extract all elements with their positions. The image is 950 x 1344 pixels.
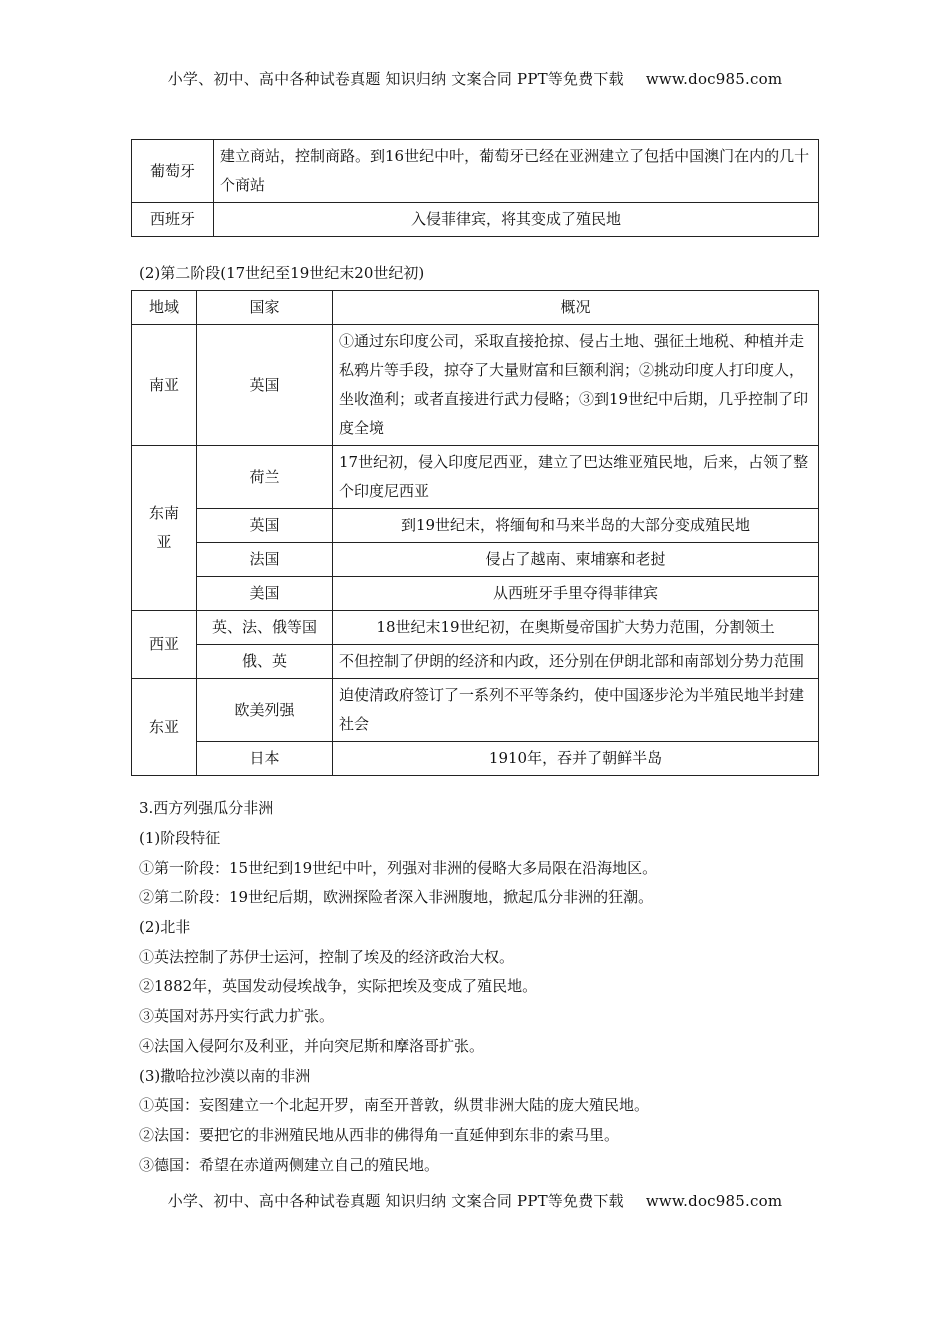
desc-cell: 17世纪初，侵入印度尼西亚，建立了巴达维亚殖民地，后来，占领了整个印度尼西亚 bbox=[333, 446, 819, 509]
text-line: ①英国：妄图建立一个北起开罗，南至开普敦，纵贯非洲大陆的庞大殖民地。 bbox=[139, 1096, 650, 1114]
stage2-heading: (2)第二阶段(17世纪至19世纪末20世纪初) bbox=[139, 264, 425, 282]
country-cell: 法国 bbox=[197, 543, 333, 577]
footer-text: 小学、初中、高中各种试卷真题 知识归纳 文案合同 PPT等免费下载 bbox=[167, 1192, 624, 1210]
table-row bbox=[132, 742, 819, 776]
section3-title: 3.西方列强瓜分非洲 bbox=[139, 799, 274, 817]
table-stage1-continued bbox=[131, 139, 819, 237]
desc-cell: 建立商站，控制商路。到16世纪中叶，葡萄牙已经在亚洲建立了包括中国澳门在内的几十个商站 bbox=[214, 140, 819, 203]
table-row bbox=[132, 577, 819, 611]
table-stage2 bbox=[131, 290, 819, 776]
country-cell: 英国 bbox=[197, 509, 333, 543]
region-cell: 东南亚 bbox=[132, 446, 197, 611]
country-cell: 欧美列强 bbox=[197, 679, 333, 742]
text-line: (1)阶段特征 bbox=[139, 829, 221, 847]
text-line: (3)撒哈拉沙漠以南的非洲 bbox=[139, 1067, 311, 1085]
text-line: ①英法控制了苏伊士运河，控制了埃及的经济政治大权。 bbox=[139, 948, 515, 966]
table-row bbox=[132, 140, 819, 203]
header-site[interactable]: www.doc985.com bbox=[645, 70, 783, 88]
desc-cell: 不但控制了伊朗的经济和内政，还分别在伊朗北部和南部划分势力范围 bbox=[333, 645, 819, 679]
country-cell: 荷兰 bbox=[197, 446, 333, 509]
text-line: ①第一阶段：15世纪到19世纪中叶，列强对非洲的侵略大多局限在沿海地区。 bbox=[139, 859, 658, 877]
country-cell: 英国 bbox=[197, 325, 333, 446]
region-cell: 西亚 bbox=[132, 611, 197, 679]
country-cell: 美国 bbox=[197, 577, 333, 611]
table-row bbox=[132, 446, 819, 509]
desc-cell: 到19世纪末，将缅甸和马来半岛的大部分变成殖民地 bbox=[333, 509, 819, 543]
table-row bbox=[132, 203, 819, 237]
footer-site[interactable]: www.doc985.com bbox=[645, 1192, 783, 1210]
table-row bbox=[132, 543, 819, 577]
column-header: 概况 bbox=[333, 291, 819, 325]
text-line: ②第二阶段：19世纪后期，欧洲探险者深入非洲腹地，掀起瓜分非洲的狂潮。 bbox=[139, 888, 654, 906]
region-cell: 东亚 bbox=[132, 679, 197, 776]
country-cell: 葡萄牙 bbox=[132, 140, 214, 203]
column-header: 国家 bbox=[197, 291, 333, 325]
table-header-row bbox=[132, 291, 819, 325]
table-row bbox=[132, 611, 819, 645]
table-row bbox=[132, 325, 819, 446]
text-line: ②法国：要把它的非洲殖民地从西非的佛得角一直延伸到东非的索马里。 bbox=[139, 1126, 620, 1144]
country-cell: 俄、英 bbox=[197, 645, 333, 679]
country-cell: 英、法、俄等国 bbox=[197, 611, 333, 645]
desc-cell: 1910年，吞并了朝鲜半岛 bbox=[333, 742, 819, 776]
desc-cell: 入侵菲律宾，将其变成了殖民地 bbox=[214, 203, 819, 237]
country-cell: 西班牙 bbox=[132, 203, 214, 237]
table-row bbox=[132, 509, 819, 543]
desc-cell: 从西班牙手里夺得菲律宾 bbox=[333, 577, 819, 611]
text-line: (2)北非 bbox=[139, 918, 191, 936]
column-header: 地域 bbox=[132, 291, 197, 325]
desc-cell: 18世纪末19世纪初，在奥斯曼帝国扩大势力范围，分割领土 bbox=[333, 611, 819, 645]
country-cell: 日本 bbox=[197, 742, 333, 776]
page-header bbox=[0, 68, 950, 89]
table-row bbox=[132, 679, 819, 742]
desc-cell: 侵占了越南、柬埔寨和老挝 bbox=[333, 543, 819, 577]
header-text: 小学、初中、高中各种试卷真题 知识归纳 文案合同 PPT等免费下载 bbox=[167, 70, 624, 88]
table-row bbox=[132, 645, 819, 679]
text-line: ③德国：希望在赤道两侧建立自己的殖民地。 bbox=[139, 1156, 440, 1174]
region-cell: 南亚 bbox=[132, 325, 197, 446]
desc-cell: 迫使清政府签订了一系列不平等条约，使中国逐步沦为半殖民地半封建社会 bbox=[333, 679, 819, 742]
text-line: ②1882年，英国发动侵埃战争，实际把埃及变成了殖民地。 bbox=[139, 977, 538, 995]
text-line: ③英国对苏丹实行武力扩张。 bbox=[139, 1007, 335, 1025]
page-footer bbox=[0, 1190, 950, 1211]
desc-cell: ①通过东印度公司，采取直接抢掠、侵占土地、强征土地税、种植并走私鸦片等手段，掠夺了大量财富和巨额利润；②挑动印度人打印度人，坐收渔利；或者直接进行武力侵略；③到19世纪中后期，几乎控制了印度全境 bbox=[333, 325, 819, 446]
text-line: ④法国入侵阿尔及利亚，并向突尼斯和摩洛哥扩张。 bbox=[139, 1037, 485, 1055]
